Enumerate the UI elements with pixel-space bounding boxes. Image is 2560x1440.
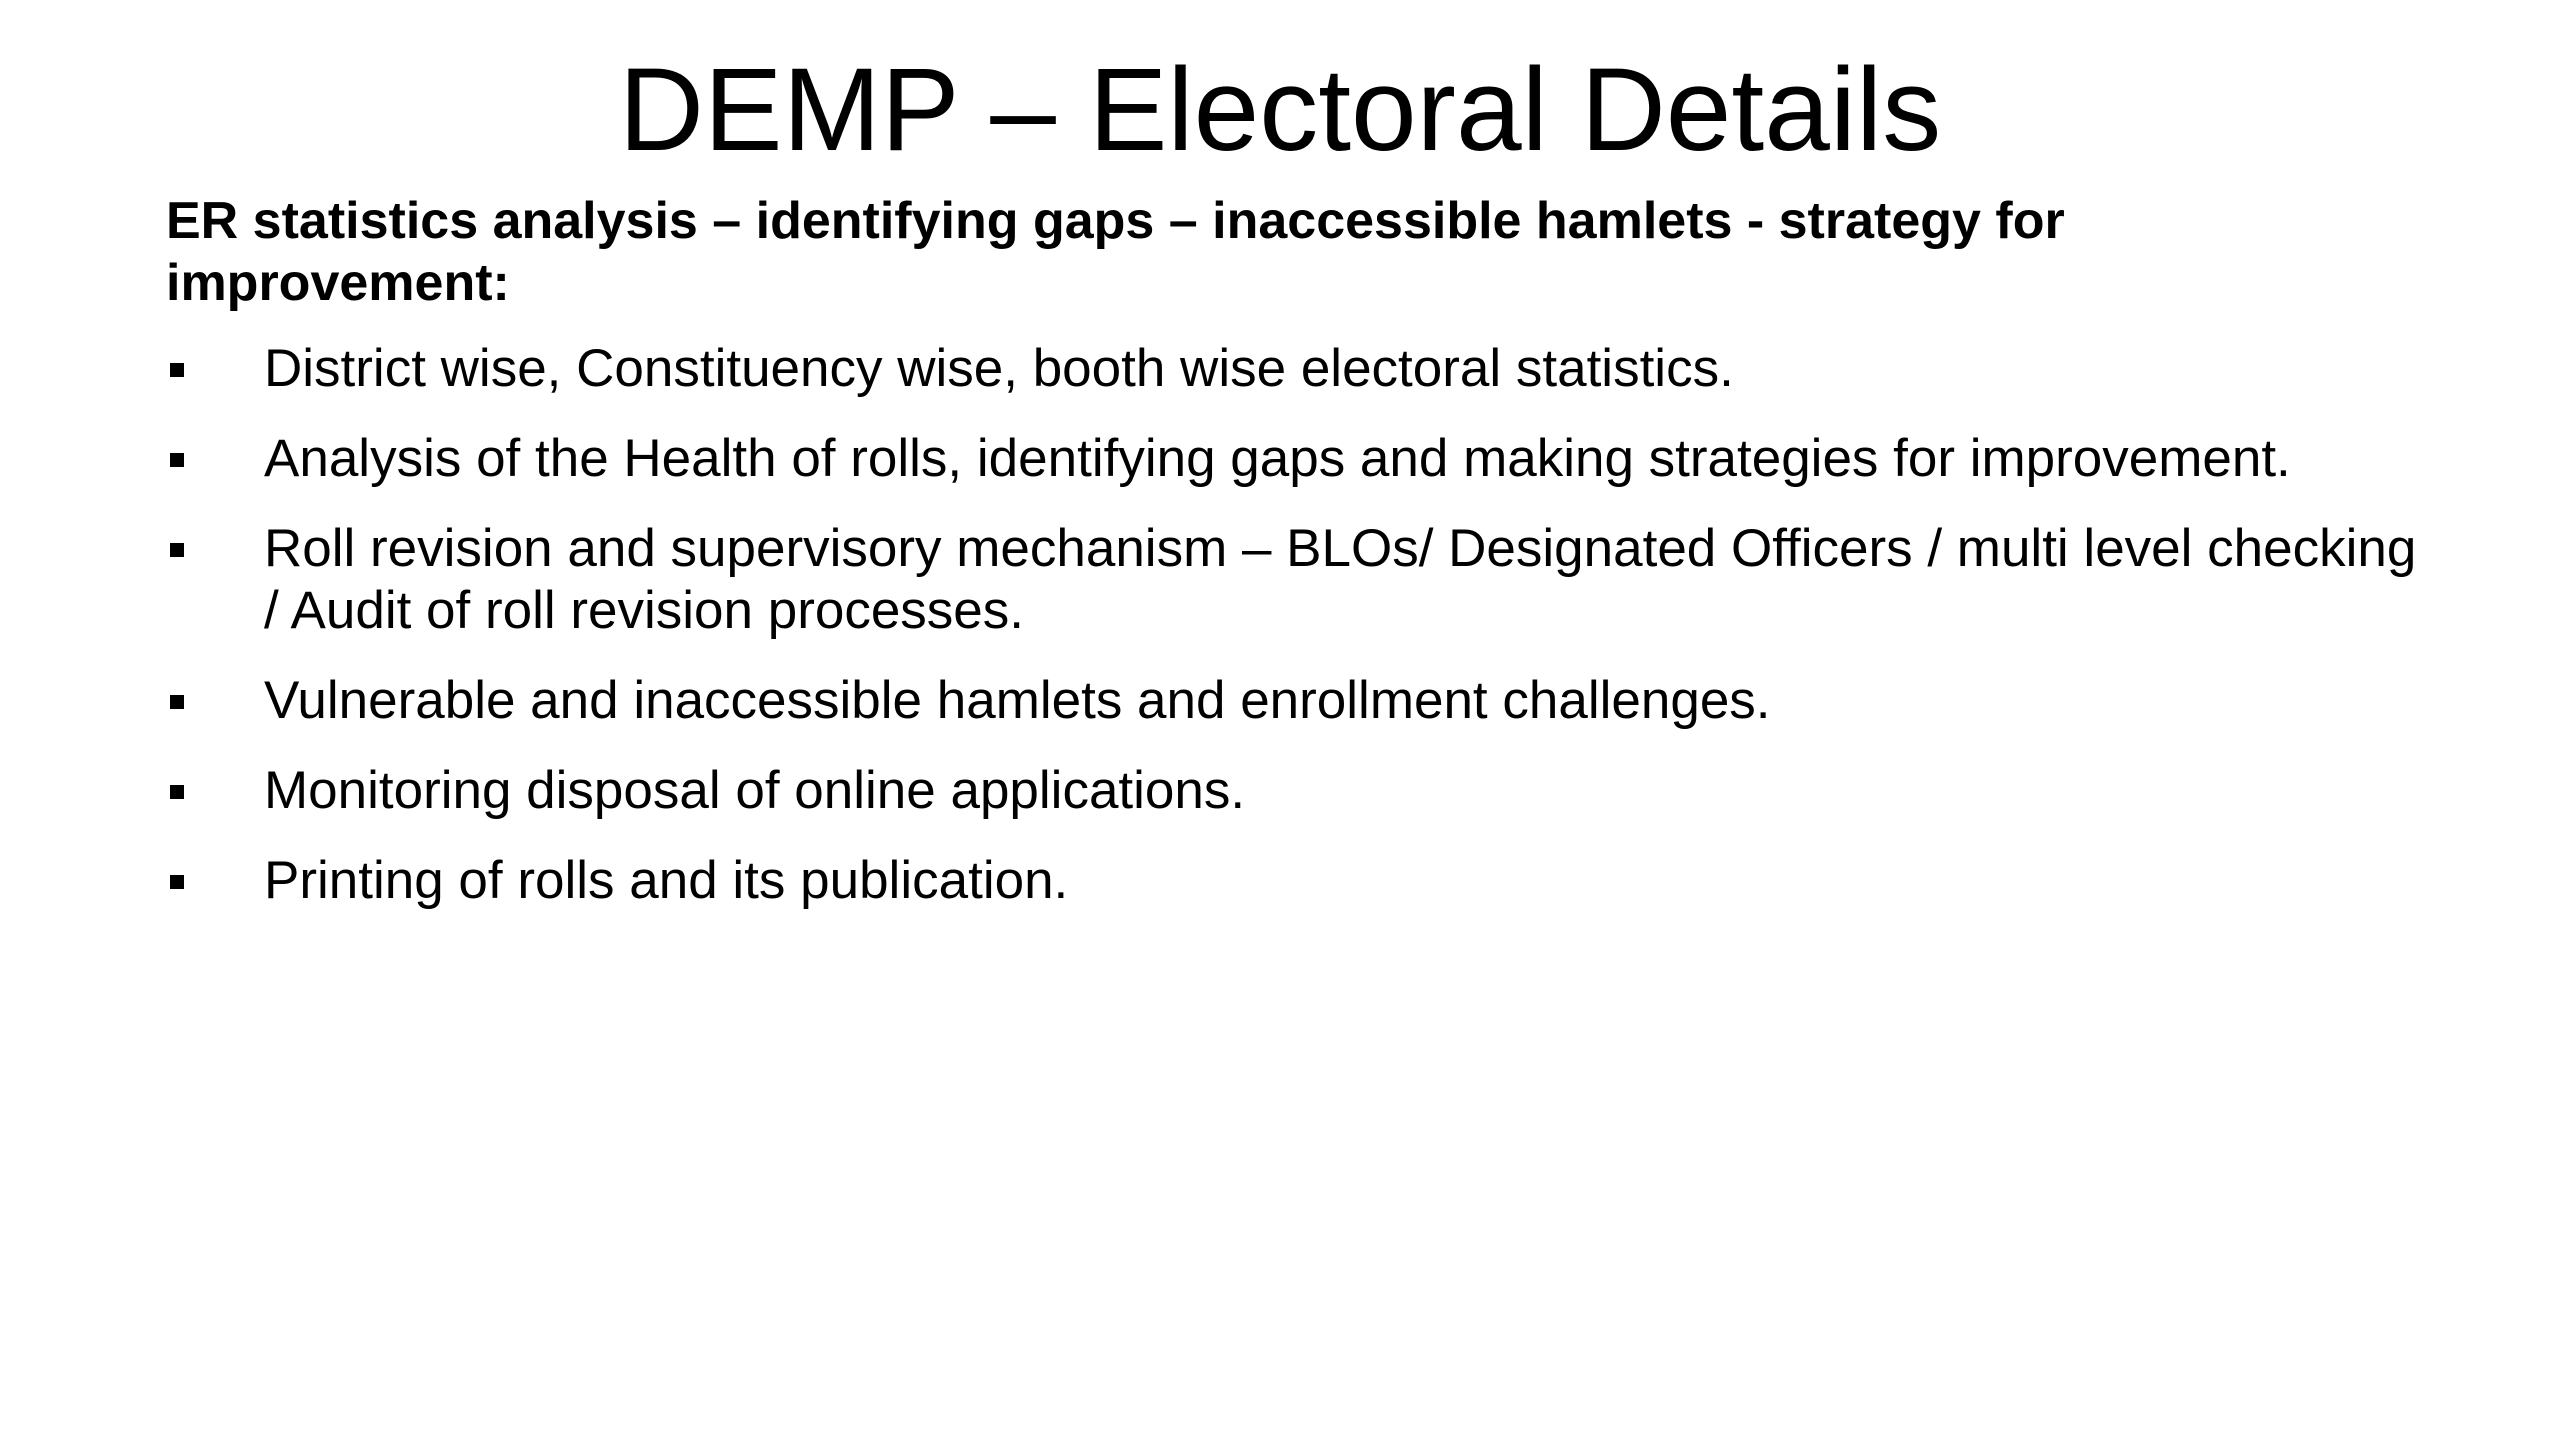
square-bullet-icon <box>170 875 184 889</box>
bullet-item <box>166 428 2426 490</box>
bullet-text: Analysis of the Health of rolls, identifying gaps and making strategies for improvement. <box>264 429 2291 488</box>
square-bullet-icon <box>170 543 184 557</box>
bullet-item <box>166 518 2426 642</box>
bullet-list <box>166 338 2426 940</box>
square-bullet-icon <box>170 363 184 377</box>
slide-title: DEMP – Electoral Details <box>618 44 1942 176</box>
bullet-text: Printing of rolls and its publication. <box>264 851 1069 910</box>
bullet-item <box>166 760 2426 822</box>
bullet-item <box>166 850 2426 912</box>
bullet-text: Roll revision and supervisory mechanism – BLOs/ Designated Officers / multi level checking / Audit of roll revision processes. <box>264 519 2417 640</box>
bullet-text: Monitoring disposal of online applications. <box>264 761 1246 820</box>
square-bullet-icon <box>170 785 184 799</box>
square-bullet-icon <box>170 453 184 467</box>
slide-heading: ER statistics analysis – identifying gaps – inaccessible hamlets - strategy for improvement: <box>166 192 2065 312</box>
bullet-text: Vulnerable and inaccessible hamlets and enrollment challenges. <box>264 671 1771 730</box>
square-bullet-icon <box>170 695 184 709</box>
bullet-text: District wise, Constituency wise, booth wise electoral statistics. <box>264 339 1734 398</box>
bullet-item <box>166 670 2426 732</box>
bullet-item <box>166 338 2426 400</box>
